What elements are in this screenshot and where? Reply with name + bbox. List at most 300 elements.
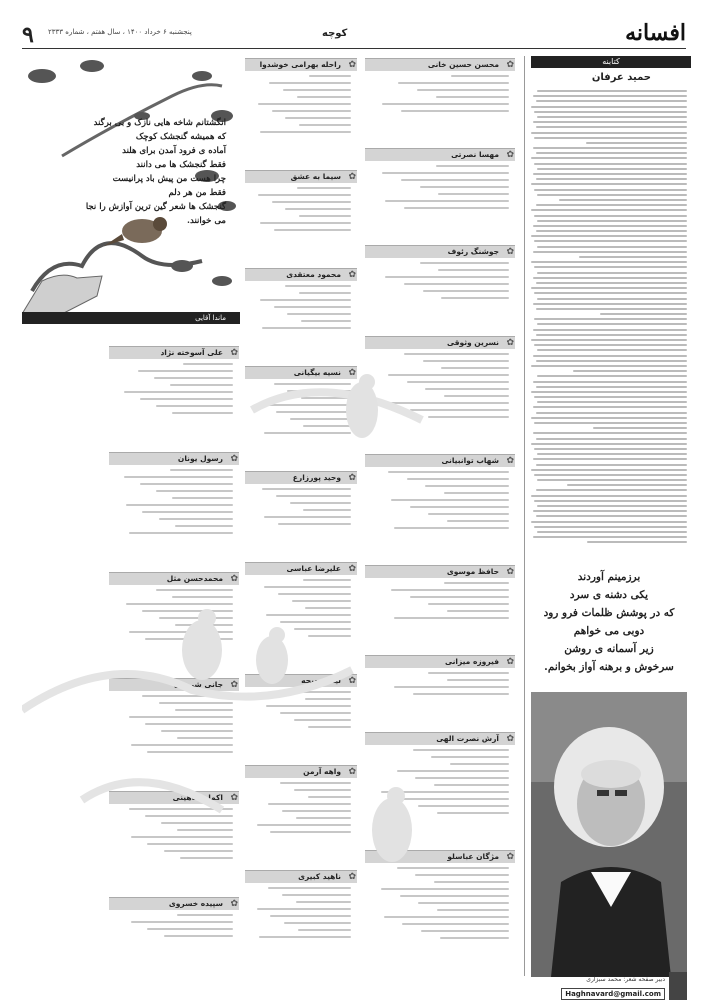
poem-text-line [175,525,233,527]
article-text-line [533,147,687,149]
poem-text-line [296,817,351,819]
poem-text-line [428,672,509,674]
poem-header [245,562,357,575]
poem-text-line [305,698,351,700]
poem-text-line [423,290,509,292]
poem-text-line [410,506,509,508]
article-text-line [534,163,687,165]
poem-text-line [264,516,351,518]
poem-text-line [159,702,233,704]
poem-header [245,170,357,183]
article-text-line [534,318,687,320]
poem-text-line [297,96,351,98]
poem-text-line [172,412,233,414]
poem-header [365,565,515,578]
poem-text-line [303,579,351,581]
poem-text-line [147,751,233,753]
article-author: حمید عرفان [591,72,651,83]
poem-text-line [260,131,351,133]
article-text-line [534,344,687,346]
poem-text-line [282,810,351,812]
poem-text-line [404,283,509,285]
poem-text-line [280,621,351,623]
article-text-line [536,178,687,180]
poem-text-line [170,384,233,386]
flower-icon: ✿ [230,454,238,464]
article-text-line [586,142,687,144]
article-text-line [537,505,687,507]
poem-text-line [381,888,509,890]
article-text-line [531,495,687,497]
article-text-line [533,225,687,227]
poem-text-line [418,902,509,904]
article-text-line [533,536,687,538]
article-text-line [536,464,687,466]
poem-text-line [450,763,509,765]
poem-block [245,268,357,334]
poem-text-line [398,82,509,84]
poem-text-line [297,187,351,189]
flower-icon: ✿ [230,680,238,690]
poem-text-line [413,693,509,695]
poem-text-line [428,416,509,418]
poem-text-line [183,363,233,365]
poem-text-line [428,513,509,515]
poem-block [365,245,515,304]
article-text-line [579,256,687,258]
flower-icon: ✿ [506,150,514,161]
editor-email: Haghnavard@gmail.com [561,988,665,1000]
poem-block [109,346,239,419]
article-text-line [534,266,687,268]
poem-block [109,452,239,539]
poem-text-line [441,297,509,299]
quote-line: که در پوشش ظلمات فرو رود [543,607,675,619]
poem-text-line [404,207,509,209]
poem-text-line [436,165,509,167]
poem-block [109,572,239,645]
poem-text-line [129,532,233,534]
poem-text-line [161,822,233,824]
poem-block [365,148,515,214]
poem-text-line [284,922,351,924]
main-article-column [524,56,691,998]
article-text-line [536,230,687,232]
poem-text-line [425,485,509,487]
flower-icon: ✿ [348,172,356,182]
flower-icon: ✿ [506,247,514,258]
poem-text-line [140,398,233,400]
poem-text-line [278,593,351,595]
poet-name: علی آسوخته نژاد [160,348,223,357]
poem-text-line [438,269,509,271]
poem-text-line [264,586,351,588]
poem-text-line [428,603,509,605]
poem-text-line [301,320,351,322]
flower-icon: ✿ [230,899,238,909]
poem-text-line [388,471,509,473]
poem-text-line [413,749,509,751]
poem-text-line [276,411,351,413]
poet-name: مژگان عباسلو [447,851,499,861]
poem-text-line [434,881,509,883]
poet-name: اکمل شاهینی [172,793,223,802]
poem-header [109,897,239,910]
poem-text-line [124,391,233,393]
page-header [22,22,686,49]
poem-text-line [131,744,233,746]
poem-text-line [394,617,509,619]
article-text-line [537,531,687,533]
poem-text-line [400,895,509,897]
article-text-line [536,204,687,206]
article-text-line [536,308,687,310]
poem-text-line [172,497,233,499]
poem-text-line [431,756,509,758]
poet-name: راحله بهرامی خوشدوا [259,60,341,69]
author-portrait [531,692,687,977]
poem-header [109,572,239,585]
article-text-line [531,365,687,367]
poem-text-line [159,617,233,619]
poem-text-line [259,936,351,938]
poem-text-line [129,716,233,718]
article-text-line [534,189,687,191]
quote-line: سرخوش و برهنه آواز بخوانم. [544,661,674,673]
poem-text-line [154,377,233,379]
poem-header [365,655,515,668]
poem-text-line [147,843,233,845]
article-text-line [537,220,687,222]
poem-text-line [402,923,509,925]
poem-text-line [280,712,351,714]
quote-line: یکی دشنه ی سرد [569,589,649,601]
poem-text-line [397,867,509,869]
article-text-line [537,479,687,481]
poem-text-line [156,589,233,591]
article-text-line [537,349,687,351]
poem-text-line [401,179,509,181]
poem-text-line [142,695,233,697]
poem-text-line [440,937,509,939]
poem-block [245,58,357,138]
poem-text-line [421,930,509,932]
poem-text-line [420,262,509,264]
poet-name: علیرضا عباسی [286,564,341,573]
poem-header [109,791,239,804]
poem-header [109,452,239,465]
poem-text-line [290,418,351,420]
article-text-line [537,453,687,455]
article-text-line [533,432,687,434]
poem-text-line [270,915,351,917]
poem-text-line [438,193,509,195]
poem-text-line [131,921,233,923]
poem-text-line [145,723,233,725]
article-text-line [534,111,687,113]
poem-block [245,170,357,236]
poem-text-line [397,770,509,772]
poem-header [365,454,515,467]
poem-text-line [420,186,509,188]
poem-text-line [272,110,352,112]
editor-label: دبیر صفحه شعر: محمد سبزاری [586,976,665,983]
poem-text-line [385,276,509,278]
article-text-line [537,168,687,170]
poem-header [245,268,357,281]
article-text-line [534,240,687,242]
poet-name: رسول یونان [177,454,223,463]
quote-line: برزمینم آوردند [577,571,641,583]
article-text-line [533,406,687,408]
flower-icon: ✿ [348,872,356,882]
poem-block [365,58,515,117]
poem-text-line [177,914,233,916]
article-text-line [531,183,687,185]
poem-text-line [434,784,509,786]
article-text-line [534,137,687,139]
quote-line: دوبی می خواهم [573,625,645,637]
poem-text-line [447,610,509,612]
poem-text-line [294,719,351,721]
poem-block [245,471,357,530]
article-text-line [533,303,687,305]
poem-text-line [145,815,233,817]
poem-text-line [388,374,509,376]
poem-text-line [287,390,351,392]
article-text-line [536,282,687,284]
poem-text-line [437,812,509,814]
poem-text-line [437,909,509,911]
poem-header [365,58,515,71]
article-text-line [534,448,687,450]
poem-text-line [266,705,351,707]
article-tag: کتابنه [531,56,691,68]
poem-text-line [382,172,509,174]
article-text-line [531,132,687,134]
article-text-line [536,515,687,517]
poem-text-line [276,495,351,497]
flower-icon: ✿ [348,564,356,574]
poem-text-line [444,395,509,397]
poem-text-line [175,709,233,711]
article-text-line [531,235,687,237]
poet-name: نسیه بیگیانی [293,368,341,377]
poem-text-line [156,405,233,407]
flower-icon: ✿ [230,348,238,358]
bird-illustration [22,56,240,314]
poem-text-line [381,791,509,793]
poem-text-line [385,200,509,202]
poem-text-line [287,313,351,315]
poem-header [245,674,357,687]
poem-header [245,58,357,71]
article-text-line [587,541,687,543]
poem-block [245,765,357,838]
poem-text-line [272,201,352,203]
article-text-line [533,173,687,175]
poet-name: فیروزه میزانی [444,657,499,667]
poem-text-line [170,469,233,471]
article-text-line [537,401,687,403]
newspaper-logo: افسانه [625,20,686,46]
poem-text-line [441,367,509,369]
poem-text-line [444,582,509,584]
article-text-line [533,329,687,331]
article-text-line [600,313,687,315]
poem-text-line [285,117,351,119]
poet-name: مهسا نصرتی [451,150,499,160]
art-poem: انگشتانم شاخه هایی نازک و بی برگند که همیشه گنجشک کوچک آماده ی فرود آمدن برای هلند فقط گنجشک ها می دانند چرا هست من پیش باد پرانیست فقط من هر دلم گنجشک ها شعر گین ترین آوازش را نجا می خوانند. [85,118,226,226]
poem-text-line [180,857,233,859]
poet-name: محسن حسین خانی [427,60,499,69]
poem-block [365,336,515,423]
poem-text-line [285,285,351,287]
article-text-line [537,116,687,118]
poem-text-line [309,75,351,77]
poem-header [365,850,515,863]
article-text-line [536,126,687,128]
poem-text-line [177,829,233,831]
poem-header [245,765,357,778]
poem-text-line [400,798,509,800]
poem-text-line [266,614,351,616]
article-body [531,90,687,547]
poem-header [365,732,515,745]
poet-name: جوشنگ رئوف [447,247,499,257]
poem-header [245,471,357,484]
poet-name: نسرین وثوقی [447,337,499,347]
article-text-line [573,370,687,372]
poem-text-line [159,518,233,520]
poem-header [109,346,239,359]
poem-text-line [292,600,351,602]
poem-text-line [269,82,351,84]
flower-icon: ✿ [506,733,514,744]
poem-text-line [257,824,351,826]
poem-text-line [283,89,351,91]
poem-text-line [280,782,351,784]
pull-quote [531,568,687,676]
poem-text-line [299,124,351,126]
article-text-line [531,106,687,108]
poem-text-line [292,691,351,693]
poem-text-line [305,607,351,609]
poem-block [245,562,357,642]
poem-text-line [407,381,509,383]
article-text-line [537,90,687,92]
article-text-line [534,292,687,294]
flower-icon: ✿ [348,473,356,483]
poem-text-line [129,808,233,810]
poem-block [109,897,239,942]
poet-name: سپیده خسروی [168,899,223,908]
poem-text-line [299,292,351,294]
poem-text-line [126,603,233,605]
poem-text-line [418,805,509,807]
poem-text-line [444,492,509,494]
poet-name: محمود معتقدی [286,270,341,279]
flower-icon: ✿ [348,270,356,280]
poem-text-line [268,887,351,889]
article-text-line [537,246,687,248]
article-text-line [534,474,687,476]
poem-text-line [447,520,509,522]
article-text-line [533,95,687,97]
poem-text-line [415,874,509,876]
article-text-line [533,381,687,383]
poem-text-line [257,908,351,910]
poem-block [109,791,239,864]
poet-name: لیلا کردبچه [301,676,341,685]
poem-text-line [274,306,351,308]
article-text-line [533,277,687,279]
article-text-line [534,396,687,398]
article-text-line [537,323,687,325]
poem-text-line [156,490,233,492]
poem-text-line [423,360,509,362]
flower-icon: ✿ [506,60,514,70]
poem-text-line [270,831,351,833]
article-text-line [537,194,687,196]
flower-icon: ✿ [348,60,356,70]
poem-text-line [299,215,351,217]
article-text-line [536,100,687,102]
poem-text-line [285,208,351,210]
poem-text-line [274,383,351,385]
poem-text-line [124,476,233,478]
poem-text-line [391,589,509,591]
poem-text-line [142,610,233,612]
poem-text-line [384,916,509,918]
poem-text-line [172,596,233,598]
article-text-line [531,209,687,211]
poem-text-line [394,686,509,688]
poem-text-line [268,803,351,805]
article-text-line [531,157,687,159]
poem-header [365,245,515,258]
article-text-line [534,500,687,502]
poem-text-line [274,229,351,231]
poet-name: شهاب توانبیانی [441,455,499,465]
poem-block [245,674,357,733]
poet-name: محمدحسن مثل [166,574,223,583]
poem-text-line [294,628,351,630]
article-text-line [536,386,687,388]
flower-icon: ✿ [348,767,356,777]
poem-text-line [391,402,509,404]
poem-block [245,870,357,943]
article-text-line [534,526,687,528]
poem-block [365,850,515,944]
poem-text-line [294,789,351,791]
poem-text-line [410,596,509,598]
poem-text-line [260,299,351,301]
poem-text-line [303,425,351,427]
poet-name: جانی شریفی [173,680,223,689]
article-text-line [536,489,687,491]
poet-name: آرش نصرت الهی [436,733,499,743]
poem-text-line [308,635,351,637]
poem-text-line [415,777,509,779]
article-text-line [531,443,687,445]
poem-text-line [447,679,509,681]
poem-text-line [278,523,351,525]
article-text-line [536,360,687,362]
poem-text-line [296,901,351,903]
section-title: کوچه [322,28,348,39]
poem-text-line [451,75,509,77]
